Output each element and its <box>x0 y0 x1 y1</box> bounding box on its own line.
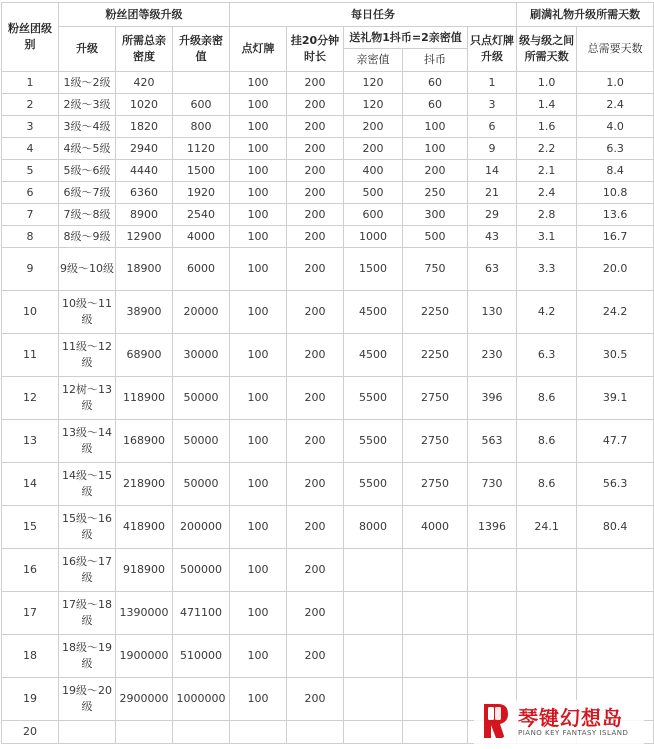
cell-hang: 200 <box>287 635 344 678</box>
cell-need: 30000 <box>173 334 230 377</box>
table-row <box>2 138 654 160</box>
fan-level-table <box>1 2 654 744</box>
cell-gift <box>344 678 403 721</box>
cell-only: 230 <box>468 334 517 377</box>
cell-only: 730 <box>468 463 517 506</box>
cell-hang: 200 <box>287 248 344 291</box>
cell-up: 19级～20级 <box>59 678 116 721</box>
cell-between <box>517 592 577 635</box>
table-row <box>2 420 654 463</box>
cell-gift: 200 <box>344 116 403 138</box>
cell-up: 16级～17级 <box>59 549 116 592</box>
cell-up: 4级～5级 <box>59 138 116 160</box>
cell-coin: 60 <box>403 72 468 94</box>
cell-between: 1.6 <box>517 116 577 138</box>
cell-hang: 200 <box>287 116 344 138</box>
cell-total: 1390000 <box>116 592 173 635</box>
cell-days: 13.6 <box>577 204 654 226</box>
header-only-light: 只点灯牌升级 <box>468 27 517 72</box>
cell-days: 20.0 <box>577 248 654 291</box>
cell-days: 4.0 <box>577 116 654 138</box>
piano-key-logo-icon <box>474 702 512 740</box>
header-days-between: 级与级之间所需天数 <box>517 27 577 72</box>
cell-lv: 2 <box>2 94 59 116</box>
watermark-subtitle: PIANO KEY FANTASY ISLAND <box>518 729 629 737</box>
cell-up: 6级～7级 <box>59 182 116 204</box>
cell-only: 563 <box>468 420 517 463</box>
table-row <box>2 334 654 377</box>
cell-coin: 750 <box>403 248 468 291</box>
cell-need: 471100 <box>173 592 230 635</box>
cell-only: 3 <box>468 94 517 116</box>
cell-coin: 2750 <box>403 377 468 420</box>
cell-light: 100 <box>230 592 287 635</box>
cell-only: 21 <box>468 182 517 204</box>
cell-light: 100 <box>230 160 287 182</box>
cell-up: 7级～8级 <box>59 204 116 226</box>
cell-up: 9级～10级 <box>59 248 116 291</box>
table-row <box>2 116 654 138</box>
cell-hang: 200 <box>287 72 344 94</box>
cell-need: 800 <box>173 116 230 138</box>
cell-up: 15级～16级 <box>59 506 116 549</box>
cell-coin: 2750 <box>403 420 468 463</box>
cell-up: 13级～14级 <box>59 420 116 463</box>
table-row <box>2 182 654 204</box>
header-daily-task: 每日任务 <box>230 3 517 27</box>
cell-total: 218900 <box>116 463 173 506</box>
cell-coin: 200 <box>403 160 468 182</box>
cell-only: 396 <box>468 377 517 420</box>
cell-between: 2.8 <box>517 204 577 226</box>
cell-need <box>173 72 230 94</box>
header-total-days: 总需要天数 <box>577 27 654 72</box>
cell-lv: 9 <box>2 248 59 291</box>
cell-total: 6360 <box>116 182 173 204</box>
cell-lv: 16 <box>2 549 59 592</box>
cell-need: 20000 <box>173 291 230 334</box>
cell-days: 2.4 <box>577 94 654 116</box>
cell-between: 6.3 <box>517 334 577 377</box>
header-light-plate: 点灯牌 <box>230 27 287 72</box>
cell-need: 1500 <box>173 160 230 182</box>
cell-lv: 3 <box>2 116 59 138</box>
cell-total: 12900 <box>116 226 173 248</box>
cell-total: 2900000 <box>116 678 173 721</box>
cell-gift <box>344 635 403 678</box>
cell-lv: 20 <box>2 721 59 744</box>
cell-gift: 5500 <box>344 420 403 463</box>
cell-lv: 14 <box>2 463 59 506</box>
cell-gift: 1000 <box>344 226 403 248</box>
cell-only: 9 <box>468 138 517 160</box>
cell-light <box>230 721 287 744</box>
cell-need: 1120 <box>173 138 230 160</box>
cell-coin: 300 <box>403 204 468 226</box>
table-row <box>2 291 654 334</box>
cell-total: 1020 <box>116 94 173 116</box>
cell-hang: 200 <box>287 592 344 635</box>
cell-days: 10.8 <box>577 182 654 204</box>
cell-hang: 200 <box>287 549 344 592</box>
cell-total: 18900 <box>116 248 173 291</box>
table-row <box>2 248 654 291</box>
table-row <box>2 635 654 678</box>
cell-days: 1.0 <box>577 72 654 94</box>
cell-between: 4.2 <box>517 291 577 334</box>
cell-light: 100 <box>230 506 287 549</box>
cell-days: 47.7 <box>577 420 654 463</box>
cell-days <box>577 635 654 678</box>
cell-between: 3.3 <box>517 248 577 291</box>
cell-hang: 200 <box>287 138 344 160</box>
cell-hang: 200 <box>287 291 344 334</box>
cell-lv: 8 <box>2 226 59 248</box>
cell-coin <box>403 549 468 592</box>
table-row <box>2 463 654 506</box>
cell-between: 2.2 <box>517 138 577 160</box>
cell-between: 1.0 <box>517 72 577 94</box>
cell-coin: 2750 <box>403 463 468 506</box>
cell-total <box>116 721 173 744</box>
cell-between: 8.6 <box>517 420 577 463</box>
cell-gift: 500 <box>344 182 403 204</box>
cell-up: 8级～9级 <box>59 226 116 248</box>
cell-coin <box>403 635 468 678</box>
table-row <box>2 592 654 635</box>
cell-only <box>468 635 517 678</box>
cell-up: 11级～12级 <box>59 334 116 377</box>
cell-gift: 4500 <box>344 334 403 377</box>
header-fan-level: 粉丝团级别 <box>2 3 59 72</box>
cell-light: 100 <box>230 291 287 334</box>
cell-between <box>517 635 577 678</box>
cell-only: 63 <box>468 248 517 291</box>
header-total-intimacy: 所需总亲密度 <box>116 27 173 72</box>
cell-between: 2.4 <box>517 182 577 204</box>
cell-up: 12树～13级 <box>59 377 116 420</box>
cell-total: 118900 <box>116 377 173 420</box>
header-upgrade-intimacy: 升级亲密值 <box>173 27 230 72</box>
cell-hang: 200 <box>287 204 344 226</box>
cell-hang: 200 <box>287 94 344 116</box>
cell-need: 50000 <box>173 420 230 463</box>
cell-gift <box>344 592 403 635</box>
cell-only: 1396 <box>468 506 517 549</box>
cell-coin <box>403 721 468 744</box>
cell-up: 18级～19级 <box>59 635 116 678</box>
header-upgrade-group: 粉丝团等级升级 <box>59 3 230 27</box>
cell-coin: 100 <box>403 138 468 160</box>
cell-light: 100 <box>230 248 287 291</box>
header-gift-group: 刷满礼物升级所需天数 <box>517 3 654 27</box>
cell-lv: 13 <box>2 420 59 463</box>
cell-days: 16.7 <box>577 226 654 248</box>
watermark <box>474 700 644 744</box>
cell-hang: 200 <box>287 226 344 248</box>
cell-light: 100 <box>230 549 287 592</box>
cell-days: 8.4 <box>577 160 654 182</box>
cell-lv: 1 <box>2 72 59 94</box>
cell-lv: 17 <box>2 592 59 635</box>
header-gift-rule: 送礼物1抖币=2亲密值 <box>344 27 468 49</box>
cell-total: 8900 <box>116 204 173 226</box>
cell-lv: 5 <box>2 160 59 182</box>
cell-hang: 200 <box>287 420 344 463</box>
cell-light: 100 <box>230 72 287 94</box>
cell-need: 1000000 <box>173 678 230 721</box>
cell-lv: 15 <box>2 506 59 549</box>
header-hang-20min: 挂20分钟时长 <box>287 27 344 72</box>
cell-coin <box>403 592 468 635</box>
cell-only: 29 <box>468 204 517 226</box>
cell-light: 100 <box>230 463 287 506</box>
table-row <box>2 94 654 116</box>
cell-gift: 400 <box>344 160 403 182</box>
cell-need: 4000 <box>173 226 230 248</box>
cell-light: 100 <box>230 377 287 420</box>
cell-light: 100 <box>230 334 287 377</box>
cell-hang: 200 <box>287 160 344 182</box>
cell-hang: 200 <box>287 377 344 420</box>
cell-coin: 2250 <box>403 334 468 377</box>
cell-days: 6.3 <box>577 138 654 160</box>
cell-hang: 200 <box>287 463 344 506</box>
cell-total: 38900 <box>116 291 173 334</box>
cell-gift <box>344 549 403 592</box>
watermark-title: 琴键幻想岛 <box>518 706 623 730</box>
cell-need: 510000 <box>173 635 230 678</box>
cell-total: 168900 <box>116 420 173 463</box>
cell-light: 100 <box>230 182 287 204</box>
cell-need: 600 <box>173 94 230 116</box>
cell-light: 100 <box>230 138 287 160</box>
table-row <box>2 160 654 182</box>
cell-lv: 4 <box>2 138 59 160</box>
cell-lv: 19 <box>2 678 59 721</box>
cell-up: 2级～3级 <box>59 94 116 116</box>
cell-gift: 4500 <box>344 291 403 334</box>
cell-gift: 200 <box>344 138 403 160</box>
cell-need: 6000 <box>173 248 230 291</box>
cell-days: 39.1 <box>577 377 654 420</box>
cell-days: 80.4 <box>577 506 654 549</box>
cell-need: 200000 <box>173 506 230 549</box>
cell-up: 10级～11级 <box>59 291 116 334</box>
header-row-1 <box>2 3 654 27</box>
cell-between: 3.1 <box>517 226 577 248</box>
cell-total: 418900 <box>116 506 173 549</box>
cell-only: 14 <box>468 160 517 182</box>
cell-coin: 60 <box>403 94 468 116</box>
table-row <box>2 72 654 94</box>
cell-light: 100 <box>230 226 287 248</box>
cell-days: 24.2 <box>577 291 654 334</box>
table-row <box>2 549 654 592</box>
cell-gift: 120 <box>344 72 403 94</box>
cell-only: 43 <box>468 226 517 248</box>
cell-total: 1900000 <box>116 635 173 678</box>
cell-between: 24.1 <box>517 506 577 549</box>
cell-light: 100 <box>230 116 287 138</box>
cell-only <box>468 592 517 635</box>
cell-light: 100 <box>230 635 287 678</box>
cell-hang: 200 <box>287 182 344 204</box>
cell-gift: 5500 <box>344 377 403 420</box>
cell-coin <box>403 678 468 721</box>
cell-coin: 2250 <box>403 291 468 334</box>
header-intimacy-value: 亲密值 <box>344 49 403 72</box>
cell-hang <box>287 721 344 744</box>
cell-need: 500000 <box>173 549 230 592</box>
cell-only: 6 <box>468 116 517 138</box>
cell-days <box>577 549 654 592</box>
cell-up: 1级～2级 <box>59 72 116 94</box>
table-row <box>2 377 654 420</box>
cell-light: 100 <box>230 420 287 463</box>
cell-gift <box>344 721 403 744</box>
header-coins: 抖币 <box>403 49 468 72</box>
cell-hang: 200 <box>287 334 344 377</box>
cell-only: 1 <box>468 72 517 94</box>
cell-total: 918900 <box>116 549 173 592</box>
cell-lv: 11 <box>2 334 59 377</box>
cell-total: 4440 <box>116 160 173 182</box>
cell-between <box>517 549 577 592</box>
table-row <box>2 226 654 248</box>
cell-total: 68900 <box>116 334 173 377</box>
cell-need: 50000 <box>173 463 230 506</box>
cell-need: 1920 <box>173 182 230 204</box>
cell-lv: 12 <box>2 377 59 420</box>
cell-up: 14级～15级 <box>59 463 116 506</box>
cell-up: 3级～4级 <box>59 116 116 138</box>
cell-total: 2940 <box>116 138 173 160</box>
table-row <box>2 506 654 549</box>
cell-total: 1820 <box>116 116 173 138</box>
cell-hang: 200 <box>287 678 344 721</box>
cell-lv: 18 <box>2 635 59 678</box>
cell-only <box>468 549 517 592</box>
cell-coin: 500 <box>403 226 468 248</box>
header-row-2 <box>2 27 654 49</box>
cell-between: 2.1 <box>517 160 577 182</box>
cell-between: 8.6 <box>517 377 577 420</box>
cell-total: 420 <box>116 72 173 94</box>
cell-days <box>577 592 654 635</box>
cell-light: 100 <box>230 678 287 721</box>
cell-need: 50000 <box>173 377 230 420</box>
cell-lv: 10 <box>2 291 59 334</box>
cell-gift: 600 <box>344 204 403 226</box>
cell-gift: 5500 <box>344 463 403 506</box>
cell-up <box>59 721 116 744</box>
table-row <box>2 204 654 226</box>
header-upgrade: 升级 <box>59 27 116 72</box>
cell-light: 100 <box>230 204 287 226</box>
cell-coin: 4000 <box>403 506 468 549</box>
cell-lv: 7 <box>2 204 59 226</box>
cell-days: 56.3 <box>577 463 654 506</box>
cell-between: 1.4 <box>517 94 577 116</box>
cell-only: 130 <box>468 291 517 334</box>
cell-need: 2540 <box>173 204 230 226</box>
cell-between: 8.6 <box>517 463 577 506</box>
cell-need <box>173 721 230 744</box>
cell-days: 30.5 <box>577 334 654 377</box>
cell-gift: 8000 <box>344 506 403 549</box>
cell-lv: 6 <box>2 182 59 204</box>
cell-coin: 100 <box>403 116 468 138</box>
cell-gift: 120 <box>344 94 403 116</box>
cell-light: 100 <box>230 94 287 116</box>
cell-up: 5级～6级 <box>59 160 116 182</box>
cell-up: 17级～18级 <box>59 592 116 635</box>
cell-coin: 250 <box>403 182 468 204</box>
cell-hang: 200 <box>287 506 344 549</box>
cell-gift: 1500 <box>344 248 403 291</box>
